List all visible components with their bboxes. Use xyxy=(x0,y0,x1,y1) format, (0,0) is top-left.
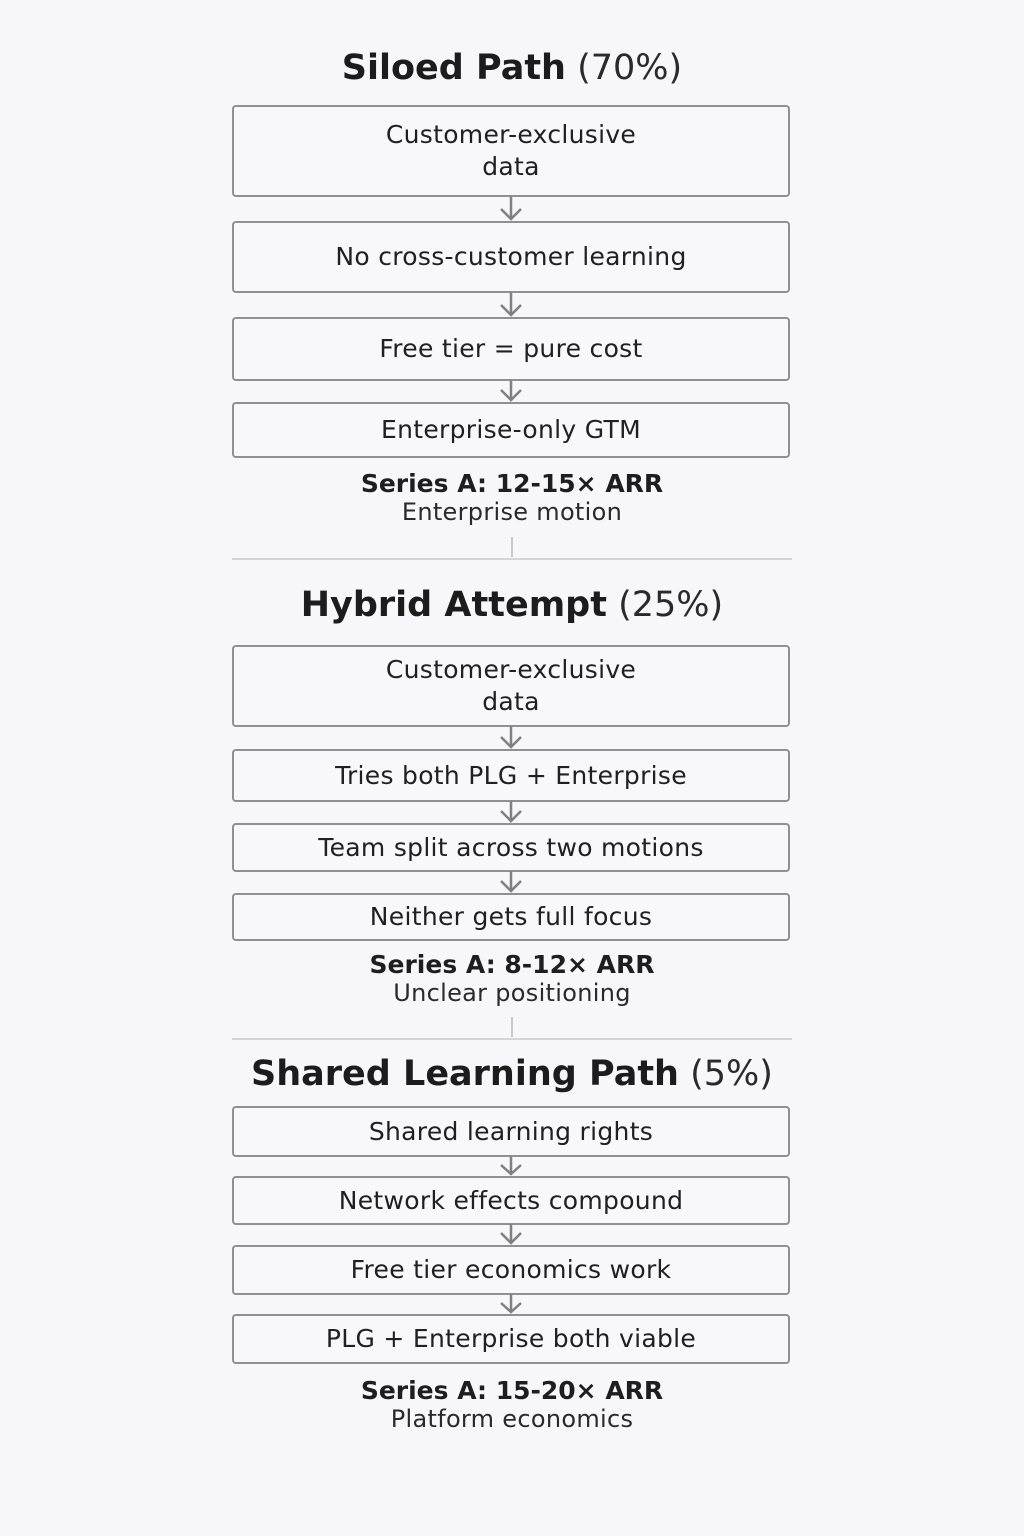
arrow-down-icon xyxy=(495,1225,527,1246)
hybrid-valuation: Series A: 8-12× ARR xyxy=(369,950,655,979)
shared-step-2: Network effects compound xyxy=(232,1176,790,1225)
shared-summary xyxy=(0,1377,1024,1433)
shared-learning-path-percent: (5%) xyxy=(690,1054,773,1094)
siloed-summary xyxy=(0,470,1024,526)
siloed-step-1: Customer-exclusive data xyxy=(232,105,790,197)
section-divider xyxy=(232,1038,792,1040)
hybrid-note: Unclear positioning xyxy=(393,979,631,1007)
siloed-path-name: Siloed Path xyxy=(341,48,566,88)
shared-step-1: Shared learning rights xyxy=(232,1106,790,1157)
siloed-path-title xyxy=(0,46,1024,90)
hybrid-step-3: Team split across two motions xyxy=(232,823,790,872)
siloed-valuation: Series A: 12-15× ARR xyxy=(360,469,664,498)
siloed-step-3: Free tier = pure cost xyxy=(232,317,790,381)
siloed-step-4: Enterprise-only GTM xyxy=(232,402,790,458)
hybrid-attempt-name: Hybrid Attempt xyxy=(300,585,607,625)
shared-learning-path-name: Shared Learning Path xyxy=(251,1054,679,1094)
siloed-note: Enterprise motion xyxy=(401,498,623,526)
arrow-down-icon xyxy=(495,293,527,318)
hybrid-step-2: Tries both PLG + Enterprise xyxy=(232,749,790,802)
arrow-down-icon xyxy=(495,197,527,222)
hybrid-summary xyxy=(0,951,1024,1007)
arrow-down-icon xyxy=(495,1157,527,1177)
arrow-down-icon xyxy=(495,872,527,894)
arrow-down-icon xyxy=(495,727,527,750)
arrow-down-icon xyxy=(495,802,527,824)
separator-tick xyxy=(511,1017,513,1037)
hybrid-attempt-title xyxy=(0,583,1024,627)
separator-tick xyxy=(511,537,513,557)
shared-step-4: PLG + Enterprise both viable xyxy=(232,1314,790,1364)
hybrid-step-1: Customer-exclusive data xyxy=(232,645,790,727)
arrow-down-icon xyxy=(495,381,527,403)
hybrid-attempt-percent: (25%) xyxy=(618,585,724,625)
arrow-down-icon xyxy=(495,1295,527,1315)
shared-step-3: Free tier economics work xyxy=(232,1245,790,1295)
shared-valuation: Series A: 15-20× ARR xyxy=(360,1376,664,1405)
siloed-step-2: No cross-customer learning xyxy=(232,221,790,293)
shared-note: Platform economics xyxy=(390,1405,634,1433)
siloed-path-percent: (70%) xyxy=(577,48,683,88)
section-divider xyxy=(232,558,792,560)
hybrid-step-4: Neither gets full focus xyxy=(232,893,790,941)
shared-learning-path-title xyxy=(0,1052,1024,1096)
